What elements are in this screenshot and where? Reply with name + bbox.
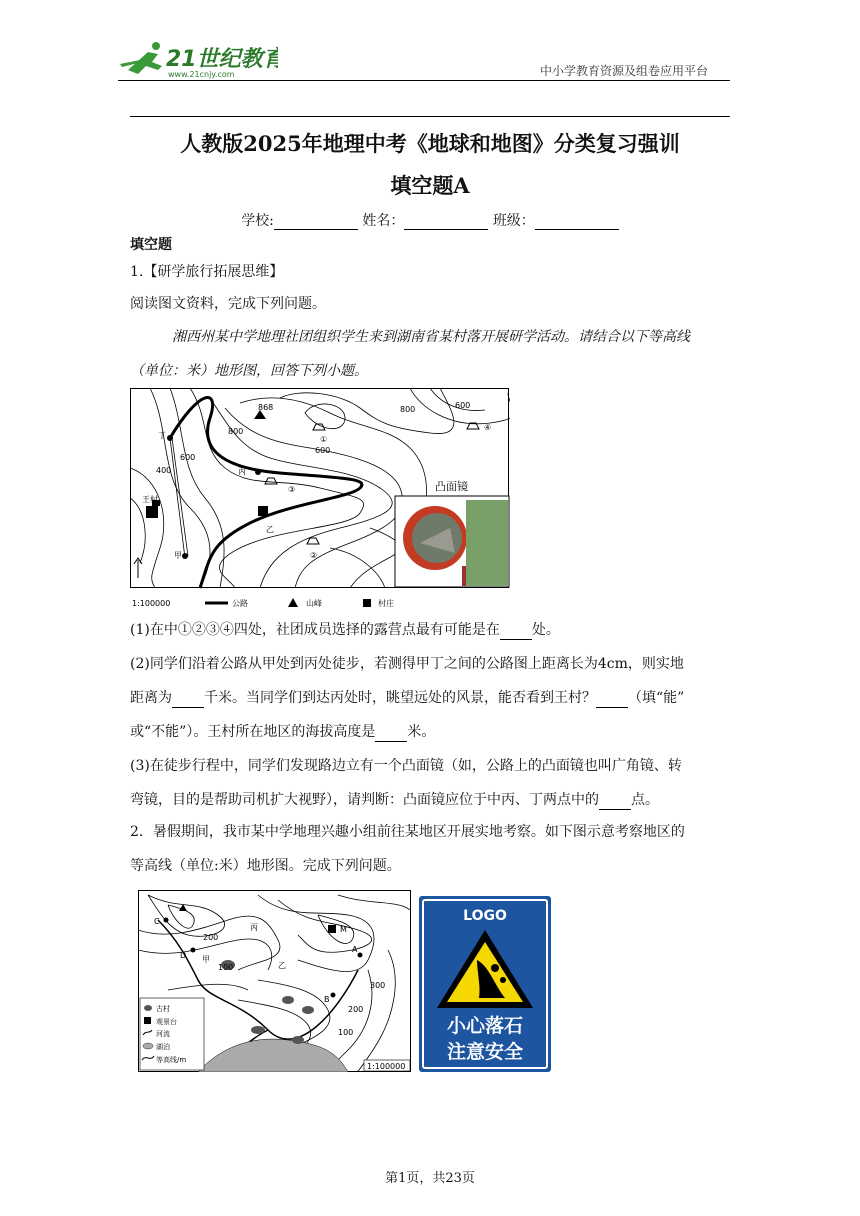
svg-text:等高线/m: 等高线/m [156,1056,187,1064]
name-label: 姓名： [362,213,405,229]
svg-text:B: B [324,995,330,1004]
class-blank [535,215,619,230]
answer-blank[interactable] [599,795,631,810]
school-label: 学校: [241,213,274,229]
svg-text:村庄: 村庄 [378,599,394,608]
svg-text:乙: 乙 [266,525,274,534]
site-logo [118,40,278,80]
sign-line2: 注意安全 [446,1041,524,1063]
answer-blank[interactable] [500,625,532,640]
svg-text:①: ① [320,435,328,444]
q1-sub2-line2: 距离为 千米。当同学们到达丙处时，眺望远处的风景，能否看到王村？ （填“能” [130,690,685,706]
svg-text:④: ④ [484,423,492,432]
inset-title: 凸面镜 [435,480,468,493]
svg-text:600: 600 [455,401,471,410]
svg-text:1:100000: 1:100000 [132,599,171,608]
svg-text:868: 868 [258,403,274,412]
student-info [0,210,860,230]
q1-sub2-line3: 或“不能”）。王村所在地区的海拔高度是 米。 [130,724,436,740]
svg-text:300: 300 [370,981,386,990]
q1-para-b: （单位：米）地形图，回答下列小题。 [130,363,368,379]
svg-text:100: 100 [218,963,234,972]
logo-url: www.21cnjy.com [168,70,235,79]
page-title: 人教版2025年地理中考《地球和地图》分类复习强训 [180,131,680,156]
sign-line1: 小心落石 [446,1015,524,1037]
title-rule [130,116,730,117]
q2-line1: 2．暑假期间，我市某中学地理兴趣小组前往某地区开展实地考察。如下图示意考察地区的 [130,824,685,840]
svg-text:甲: 甲 [174,551,182,560]
svg-text:400: 400 [156,466,172,475]
svg-text:甲: 甲 [202,955,210,964]
svg-text:丙: 丙 [238,467,246,476]
contour-map-1 [130,388,510,612]
school-blank [274,215,358,230]
header-rule [118,80,730,81]
sign-logo: LOGO [463,908,507,924]
svg-text:②: ② [310,551,318,560]
q1-heading: 1.【研学旅行拓展思维】 [130,264,284,280]
answer-blank[interactable] [375,727,407,742]
answer-blank[interactable] [596,693,628,708]
svg-text:200: 200 [203,933,219,942]
svg-text:③: ③ [288,485,296,494]
q2-line2: 等高线（单位:米）地形图。完成下列问题。 [130,858,401,874]
logo-text: 21世纪教育 [166,47,278,72]
q1-sub3-line2: 弯镜，目的是帮助司机扩大视野），请判断：凸面镜应位于中丙、丁两点中的 点。 [130,792,659,808]
svg-text:200: 200 [348,1005,364,1014]
contour-map-2 [138,890,411,1072]
svg-text:公路: 公路 [232,599,248,608]
svg-text:观景台: 观景台 [156,1018,177,1026]
svg-text:河流: 河流 [156,1030,170,1038]
svg-text:800: 800 [400,405,416,414]
viewpoint-icon [328,925,336,933]
svg-text:100: 100 [338,1028,354,1037]
page-footer: 第1页，共23页 [385,1171,475,1186]
q1-para-a: 湘西州某中学地理社团组织学生来到湖南省某村落开展研学活动。请结合以下等高线 [172,329,690,345]
q1-sub3-line1: (3)在徒步行程中，同学们发现路边立有一个凸面镜（如，公路上的凸面镜也叫广角镜、转 [130,758,682,774]
svg-text:古村: 古村 [156,1005,170,1013]
svg-text:乙: 乙 [278,961,286,970]
section-heading: 填空题 [130,237,172,253]
svg-text:湖泊: 湖泊 [156,1043,170,1051]
svg-text:600: 600 [180,453,196,462]
svg-text:山峰: 山峰 [306,599,322,608]
name-blank [404,215,488,230]
svg-text:600: 600 [315,446,331,455]
warning-sign [419,896,551,1072]
svg-text:丙: 丙 [250,923,258,932]
platform-name: 中小学教育资源及组卷应用平台 [540,64,709,78]
q1-sub1: (1)在中①②③④四处，社团成员选择的露营点最有可能是在 处。 [130,622,560,638]
page-subtitle: 填空题A [390,173,470,198]
answer-blank[interactable] [172,693,204,708]
svg-text:C: C [154,917,160,926]
svg-text:A: A [352,945,358,954]
svg-text:M: M [340,925,347,934]
svg-text:丁: 丁 [158,431,166,440]
class-label: 班级： [492,213,535,229]
village-icon [146,506,158,518]
svg-text:王村: 王村 [142,495,158,504]
q1-sub2-line1: (2)同学们沿着公路从甲处到丙处徒步，若测得甲丁之间的公路图上距离长为4cm，则实地 [130,656,684,672]
svg-text:D: D [180,951,187,960]
svg-text:1:100000: 1:100000 [367,1062,406,1071]
q1-intro: 阅读图文资料，完成下列问题。 [130,296,326,312]
svg-text:800: 800 [228,427,244,436]
